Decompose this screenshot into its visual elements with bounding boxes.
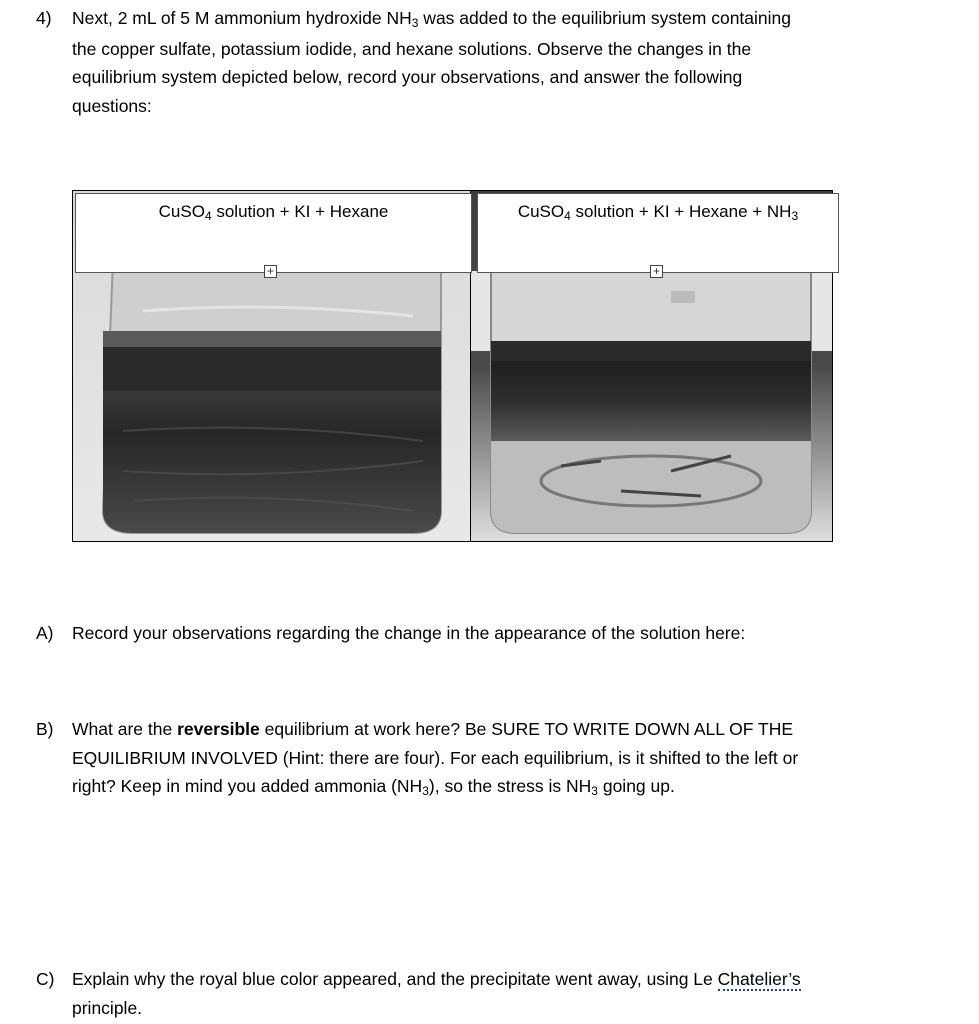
question-b-line-2: EQUILIBRIUM INVOLVED (Hint: there are four). For each equilibrium, is it shifted to the left or — [72, 747, 799, 768]
reversible-emphasis: reversible — [177, 719, 260, 739]
left-caption: CuSO4 solution + KI + Hexane — [75, 193, 472, 273]
question-number: 4) — [36, 8, 52, 28]
question-c — [36, 965, 936, 1022]
question-c-label: C) — [36, 969, 55, 989]
question-c-line-2: principle. — [72, 997, 143, 1018]
question-c-line-1: Explain why the royal blue color appeared, and the precipitate went away, using Le Chatelier’s — [72, 969, 801, 989]
question-4-line-4: questions: — [72, 95, 152, 116]
question-4-line-2: the copper sulfate, potassium iodide, and hexane solutions. Observe the changes in the — [72, 38, 752, 59]
question-b-line-1: What are the reversible equilibrium at work here? Be SURE TO WRITE DOWN ALL OF THE — [72, 719, 794, 739]
spellcheck-word[interactable]: Chatelier’s — [717, 969, 801, 989]
question-a — [36, 619, 936, 648]
right-caption: CuSO4 solution + KI + Hexane + NH3 — [477, 193, 839, 273]
expand-right-caption-icon[interactable]: + — [650, 265, 663, 278]
expand-left-caption-icon[interactable]: + — [264, 265, 277, 278]
question-a-text: Record your observations regarding the change in the appearance of the solution here: — [72, 623, 746, 643]
question-4-line-3: equilibrium system depicted below, record your observations, and answer the following — [72, 67, 743, 87]
question-4 — [36, 4, 936, 120]
question-4-line-1: Next, 2 mL of 5 M ammonium hydroxide NH3 was added to the equilibrium system containing — [72, 8, 792, 30]
question-a-label: A) — [36, 623, 54, 643]
question-b-label: B) — [36, 719, 54, 739]
question-b-line-3: right? Keep in mind you added ammonia (NH3), so the stress is NH3 going up. — [72, 776, 675, 798]
question-b — [36, 715, 936, 803]
